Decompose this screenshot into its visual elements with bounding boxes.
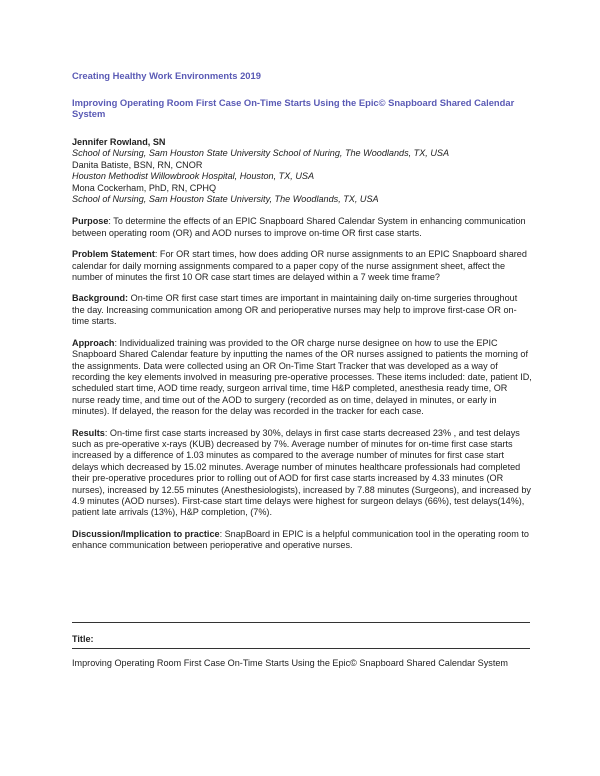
author-block bbox=[72, 137, 532, 205]
author-name: Danita Batiste, BSN, RN, CNOR bbox=[72, 159, 203, 170]
section-label: Results bbox=[72, 427, 105, 438]
section-text: On-time OR first case start times are important in maintaining daily on-time surgeries throughout the day. Increasing communication among OR and perioperative nurses may help to improve first-case OR on-time starts. bbox=[72, 293, 518, 327]
section-label: Approach bbox=[72, 337, 115, 348]
section-text: : For OR start times, how does adding OR nurse assignments to an EPIC Snapboard shared calendar for daily morning assignments compared to a paper copy of the nurse assignment sheet, affect the number of minutes the first 10 OR case start times are delayed within a 7 week time frame? bbox=[72, 249, 527, 283]
section-background bbox=[72, 293, 532, 327]
author-affiliation: School of Nursing, Sam Houston State University, The Woodlands, TX, USA bbox=[72, 194, 379, 205]
section-discussion bbox=[72, 529, 532, 552]
section-text: : Individualized training was provided to the OR charge nurse designee on how to use the EPIC Snapboard Shared Calendar feature by inputting the names of the OR nurses assigned to patients the morning of the assignments. Data were collected using an OR On-Time Start Tracker that was developed as a way of recording the key elements involved in measuring pre-operative processes. These items included: date, patient ID, scheduled start time, AOD time ready, surgeon arrival time, time H&P completed, anesthesia ready time, OR nurse ready time, and time out of the AOD to surgery (recorded as on time, delayed in minutes, or early in minutes). If delayed, the reason for the delay was recorded in the tracker for each case. bbox=[72, 337, 532, 417]
section-problem-statement bbox=[72, 249, 532, 283]
section-label: Purpose bbox=[72, 216, 109, 227]
section-approach bbox=[72, 338, 532, 418]
section-purpose bbox=[72, 216, 532, 239]
conference-heading: Creating Healthy Work Environments 2019 bbox=[72, 70, 261, 81]
divider-bottom bbox=[72, 648, 530, 649]
abstract-title: Improving Operating Room First Case On-Time Starts Using the Epic© Snapboard Shared Calendar System bbox=[72, 97, 515, 119]
footer-title-label: Title: bbox=[72, 634, 94, 644]
author-name: Mona Cockerham, PhD, RN, CPHQ bbox=[72, 182, 217, 193]
section-label: Problem Statement bbox=[72, 249, 155, 260]
section-label: Background: bbox=[72, 293, 129, 304]
section-text: : SnapBoard in EPIC is a helpful communication tool in the operating room to enhance communication between perioperative and operative nurses. bbox=[72, 528, 529, 551]
author-affiliation: Houston Methodist Willowbrook Hospital, Houston, TX, USA bbox=[72, 171, 315, 182]
author-name: Jennifer Rowland, SN bbox=[72, 137, 166, 147]
section-label: Discussion/Implication to practice bbox=[72, 528, 220, 539]
section-text: : On-time first case starts increased by 30%, delays in first case starts decreased 23% , and test delays such as pre-operative x-rays (KUB) decreased by 7%. Average number of minutes for on-time first case starts increased by a difference of 1.03 minutes as compared to the average number of minutes for first case start delays which decreased by 15.02 minutes. Average number of minutes healthcare professionals had completed their pre-operative procedures prior to rolling out of AOD for first case starts increased by 4.33 minutes (OR nurses), increased by 12.55 minutes (Anesthesiologists), increased by 7.88 minutes (Surgeons), and increased by 4.9 minutes (AOD nurses). First-case start time delays were highest for surgeon delays (66%), test delays(14%), patient late arrivals (13%), H&P completion, (7%). bbox=[72, 427, 531, 518]
section-text: : To determine the effects of an EPIC Snapboard Shared Calendar System in enhancing communication between operating room (OR) and AOD nurses to improve on-time OR first case starts. bbox=[72, 216, 526, 238]
document-body bbox=[72, 70, 532, 562]
section-results bbox=[72, 428, 532, 519]
divider-top bbox=[72, 622, 530, 623]
footer-title-text: Improving Operating Room First Case On-Time Starts Using the Epic© Snapboard Shared Calendar System bbox=[72, 658, 508, 668]
author-affiliation: School of Nursing, Sam Houston State University School of Nuring, The Woodlands, TX, USA bbox=[72, 148, 450, 159]
